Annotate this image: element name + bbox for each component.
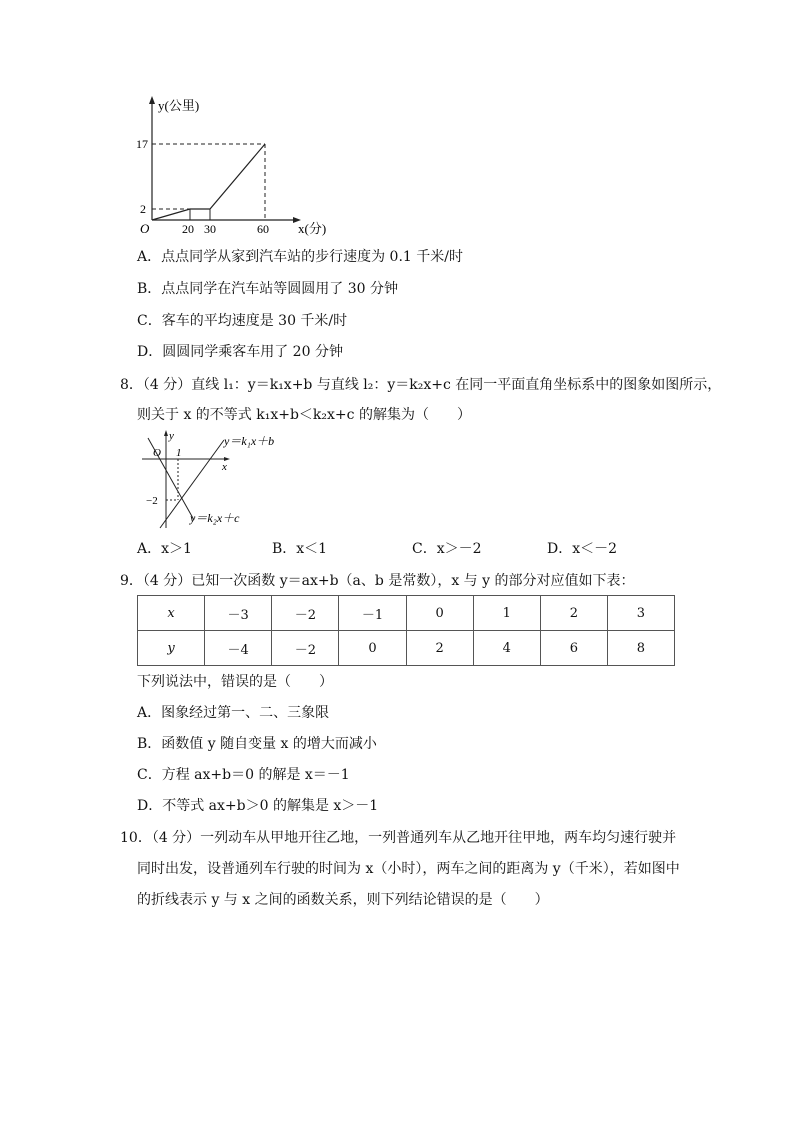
q7-ytick-2: 2 xyxy=(140,202,146,216)
q7-distance-time-graph xyxy=(130,90,327,236)
q9-stem: 9．（4 分）已知一次函数 y＝ax+b（a、b 是常数），x 与 y 的部分对应值如下表： xyxy=(120,573,635,589)
q8-stem-line1: 8．（4 分）直线 l₁：y＝k₁x+b 与直线 l₂：y＝k₂x+c 在同一平面直角坐标系中的图象如图所示， xyxy=(120,377,722,393)
q8-option-c: C．x＞－2 xyxy=(412,541,482,557)
q8-y-label: y xyxy=(169,430,174,442)
table-cell: 0 xyxy=(339,631,406,666)
table-cell: 6 xyxy=(540,631,607,666)
q8-lines-graph xyxy=(138,428,298,536)
q8-option-d: D．x＜－2 xyxy=(547,541,618,557)
table-header-y: y xyxy=(138,631,205,666)
table-cell: －3 xyxy=(205,596,272,631)
q7-origin: O xyxy=(140,221,150,236)
q7-x-label: x(分) xyxy=(298,221,327,236)
q10-stem-line1: 10．（4 分）一列动车从甲地开往乙地，一列普通列车从乙地开往甲地，两车均匀速行驶并 xyxy=(120,830,677,846)
table-cell: 4 xyxy=(473,631,540,666)
table-cell: －2 xyxy=(272,596,339,631)
q7-option-b: B．点点同学在汽车站等圆圆用了 30 分钟 xyxy=(137,281,399,297)
q9-option-c: C．方程 ax+b＝0 的解是 x＝－1 xyxy=(137,767,350,783)
q8-label-l1: y＝k₁x＋b xyxy=(224,434,275,448)
table-row xyxy=(138,596,675,631)
q9-option-d: D．不等式 ax+b＞0 的解集是 x＞－1 xyxy=(137,798,379,814)
q8-label-l2: y＝k₂x＋c xyxy=(190,511,240,525)
table-cell: －1 xyxy=(339,596,406,631)
q8-option-b: B．x＜1 xyxy=(272,541,328,557)
q7-option-c: C．客车的平均速度是 30 千米/时 xyxy=(137,313,348,329)
table-header-x: x xyxy=(138,596,205,631)
table-cell: －2 xyxy=(272,631,339,666)
q8-origin: O xyxy=(153,447,161,459)
table-cell: 2 xyxy=(540,596,607,631)
q8-tick-neg2: −2 xyxy=(146,495,158,507)
table-cell: 2 xyxy=(406,631,473,666)
q9-option-b: B．函数值 y 随自变量 x 的增大而减小 xyxy=(137,736,377,752)
q7-xtick-20: 20 xyxy=(182,222,194,236)
q9-option-a: A．图象经过第一、二、三象限 xyxy=(137,705,330,721)
q7-xtick-30: 30 xyxy=(204,222,216,236)
q7-option-a: A．点点同学从家到汽车站的步行速度为 0.1 千米/时 xyxy=(137,249,463,265)
q10-stem-line3: 的折线表示 y 与 x 之间的函数关系，则下列结论错误的是（ ） xyxy=(137,892,549,908)
table-cell: 8 xyxy=(607,631,674,666)
q8-y-arrow xyxy=(164,430,168,436)
q10-stem-line2: 同时出发，设普通列车行驶的时间为 x（小时），两车之间的距离为 y（千米），若如图中 xyxy=(137,861,680,877)
q8-x-label: x xyxy=(222,461,227,473)
q8-option-a: A．x＞1 xyxy=(137,541,192,557)
q7-xtick-60: 60 xyxy=(257,222,269,236)
q8-tick-1: 1 xyxy=(176,447,182,459)
table-cell: 3 xyxy=(607,596,674,631)
q8-stem-line2: 则关于 x 的不等式 k₁x+b＜k₂x+c 的解集为（ ） xyxy=(137,407,471,423)
q9-value-table xyxy=(137,595,675,666)
q9-prompt: 下列说法中，错误的是（ ） xyxy=(137,674,333,690)
table-row xyxy=(138,631,675,666)
q7-ytick-17: 17 xyxy=(136,137,148,151)
table-cell: 1 xyxy=(473,596,540,631)
q7-option-d: D．圆圆同学乘客车用了 20 分钟 xyxy=(137,344,343,360)
table-cell: －4 xyxy=(205,631,272,666)
q7-y-arrow xyxy=(149,96,155,104)
q7-y-label: y(公里) xyxy=(158,98,200,113)
table-cell: 0 xyxy=(406,596,473,631)
